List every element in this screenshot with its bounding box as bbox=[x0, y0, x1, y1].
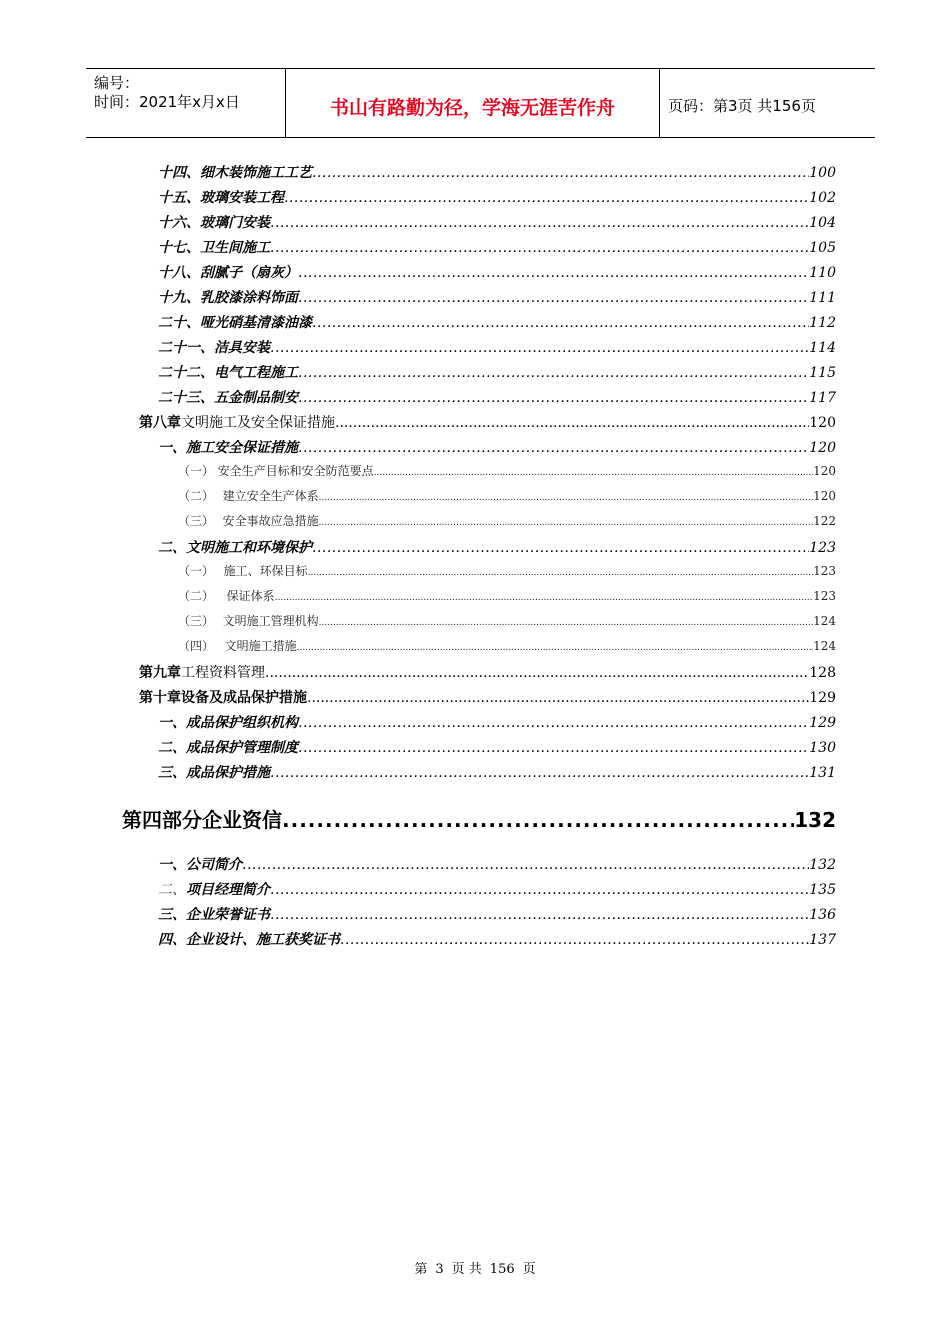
toc-entry[interactable] bbox=[158, 712, 836, 732]
toc-subentry-number: （一） bbox=[178, 464, 215, 478]
toc-subentry-number: （二） bbox=[178, 589, 215, 603]
toc-entry-title: 乳胶漆涂料饰面 bbox=[200, 290, 298, 306]
toc-entry[interactable] bbox=[158, 904, 836, 924]
toc-part-number: 第四部分 bbox=[122, 808, 202, 832]
header-page-info: 页码：第3页 共156页 bbox=[668, 97, 816, 115]
toc-entry-title: 文明施工和环境保护 bbox=[186, 540, 312, 556]
toc-leader-dots bbox=[312, 315, 809, 331]
toc-entry[interactable] bbox=[158, 362, 836, 382]
toc-subentry-title: 安全生产目标和安全防范要点 bbox=[217, 464, 374, 478]
toc-entry-page: 105 bbox=[809, 240, 836, 256]
toc-subentry[interactable] bbox=[178, 587, 836, 607]
toc-entry[interactable] bbox=[158, 537, 836, 557]
toc-leader-dots bbox=[340, 932, 809, 948]
toc-subentry-title: 文明施工措施 bbox=[224, 639, 297, 653]
toc-subentry-number: （四） bbox=[178, 639, 215, 653]
toc-entry[interactable] bbox=[158, 287, 836, 307]
toc-entry[interactable] bbox=[158, 337, 836, 357]
toc-entry-title: 电气工程施工 bbox=[214, 365, 298, 381]
toc-entry-title: 玻璃门安装 bbox=[200, 215, 270, 231]
toc-entry-page: 115 bbox=[809, 365, 836, 381]
toc-chapter[interactable] bbox=[139, 662, 836, 682]
toc-subentry-number: （三） bbox=[178, 614, 215, 628]
toc-entry[interactable] bbox=[158, 854, 836, 874]
toc-subentry[interactable] bbox=[178, 612, 836, 632]
toc-entry-page: 129 bbox=[809, 715, 836, 731]
toc-leader-dots bbox=[282, 808, 794, 832]
toc-leader-dots bbox=[312, 540, 809, 556]
toc-chapter-title: 工程资料管理 bbox=[181, 665, 265, 681]
toc-entry-number: 二、 bbox=[158, 540, 186, 556]
toc-leader-dots bbox=[270, 907, 809, 923]
toc-part-page: 132 bbox=[794, 808, 836, 832]
toc-subentry[interactable] bbox=[178, 562, 836, 582]
toc-part[interactable] bbox=[122, 804, 836, 830]
toc-entry-number: 十四、 bbox=[158, 165, 200, 181]
toc-entry-title: 成品保护组织机构 bbox=[186, 715, 298, 731]
toc-entry[interactable] bbox=[158, 162, 836, 182]
toc-entry-number: 二十三、 bbox=[158, 390, 214, 406]
toc-entry-page: 110 bbox=[809, 265, 836, 281]
toc-entry-page: 130 bbox=[809, 740, 836, 756]
toc-entry-number: 十七、 bbox=[158, 240, 200, 256]
document-number-label: 编号： bbox=[94, 74, 140, 92]
toc-leader-dots bbox=[319, 614, 813, 628]
toc-subentry-number: （三） bbox=[178, 514, 215, 528]
toc-leader-dots bbox=[270, 765, 809, 781]
toc-entry-number: 十九、 bbox=[158, 290, 200, 306]
toc-chapter-page: 120 bbox=[809, 415, 836, 431]
toc-entry-number: 三、 bbox=[158, 765, 186, 781]
toc-subentry-page: 123 bbox=[813, 564, 836, 578]
toc-entry-page: 120 bbox=[809, 440, 836, 456]
toc-entry-number: 二十、 bbox=[158, 315, 200, 331]
toc-subentry-title: 文明施工管理机构 bbox=[222, 614, 319, 628]
toc-subentry-title: 施工、环保目标 bbox=[223, 564, 308, 578]
toc-subentry-page: 120 bbox=[813, 489, 836, 503]
toc-entry[interactable] bbox=[158, 237, 836, 257]
toc-subentry-page: 122 bbox=[813, 514, 836, 528]
toc-subentry[interactable] bbox=[178, 487, 836, 507]
toc-entry-page: 102 bbox=[809, 190, 836, 206]
toc-chapter-title: 设备及成品保护措施 bbox=[181, 690, 307, 706]
toc-subentry[interactable] bbox=[178, 637, 836, 657]
toc-chapter-page: 128 bbox=[809, 665, 836, 681]
toc-chapter-number: 第十章 bbox=[139, 690, 181, 706]
toc-entry[interactable] bbox=[158, 762, 836, 782]
toc-entry-title: 玻璃安装工程 bbox=[200, 190, 284, 206]
toc-entry-number: 十五、 bbox=[158, 190, 200, 206]
toc-entry-title: 企业设计、施工获奖证书 bbox=[186, 932, 340, 948]
toc-entry-page: 114 bbox=[809, 340, 836, 356]
toc-leader-dots bbox=[297, 639, 813, 653]
toc-entry[interactable] bbox=[158, 187, 836, 207]
toc-entry-title: 五金制品制安 bbox=[214, 390, 298, 406]
toc-entry-title: 施工安全保证措施 bbox=[186, 440, 298, 456]
toc-entry[interactable] bbox=[158, 737, 836, 757]
toc-entry-title: 成品保护措施 bbox=[186, 765, 270, 781]
toc-leader-dots bbox=[298, 365, 809, 381]
footer-page-prefix: 第 bbox=[414, 1262, 428, 1277]
toc-entry-page: 137 bbox=[809, 932, 836, 948]
toc-leader-dots bbox=[298, 440, 809, 456]
toc-leader-dots bbox=[319, 514, 813, 528]
toc-leader-dots bbox=[298, 290, 809, 306]
toc-entry-page: 131 bbox=[809, 765, 836, 781]
toc-subentry-page: 120 bbox=[813, 464, 836, 478]
toc-entry-number: 二十二、 bbox=[158, 365, 214, 381]
toc-entry[interactable] bbox=[158, 212, 836, 232]
toc-leader-dots bbox=[265, 665, 809, 681]
toc-subentry[interactable] bbox=[178, 462, 836, 482]
toc-subentry[interactable] bbox=[178, 512, 836, 532]
toc-entry-number: 一、 bbox=[158, 715, 186, 731]
document-time-label: 时间：2021年x月x日 bbox=[94, 93, 240, 111]
toc-part-title: 企业资信 bbox=[202, 808, 282, 832]
toc-leader-dots bbox=[270, 882, 809, 898]
toc-leader-dots bbox=[307, 690, 809, 706]
toc-entry-title: 企业荣誉证书 bbox=[186, 907, 270, 923]
toc-leader-dots bbox=[312, 165, 809, 181]
toc-subentry-title: 安全事故应急措施 bbox=[222, 514, 319, 528]
toc-entry-number: 一、 bbox=[158, 857, 186, 873]
toc-entry-number: 二、 bbox=[158, 740, 186, 756]
toc-entry-number: 十六、 bbox=[158, 215, 200, 231]
toc-entry-title: 卫生间施工 bbox=[200, 240, 270, 256]
toc-entry[interactable] bbox=[158, 262, 836, 282]
toc-leader-dots bbox=[374, 464, 813, 478]
toc-entry-page: 132 bbox=[809, 857, 836, 873]
toc-entry-title: 成品保护管理制度 bbox=[186, 740, 298, 756]
header-motto: 书山有路勤为径，学海无涯苦作舟 bbox=[329, 97, 615, 119]
toc-entry-page: 100 bbox=[809, 165, 836, 181]
toc-chapter-title: 文明施工及安全保证措施 bbox=[181, 415, 335, 431]
toc-entry[interactable] bbox=[158, 879, 836, 899]
toc-entry-number: 一、 bbox=[158, 440, 186, 456]
toc-subentry-title: 保证体系 bbox=[226, 589, 275, 603]
toc-entry-title: 哑光硝基清漆油漆 bbox=[200, 315, 312, 331]
toc-entry-number: 二、 bbox=[158, 882, 186, 898]
footer-page-current: 3 bbox=[435, 1262, 444, 1277]
toc-leader-dots bbox=[298, 390, 809, 406]
toc-entry-page: 135 bbox=[809, 882, 836, 898]
toc-leader-dots bbox=[335, 415, 809, 431]
toc-entry-title: 刮腻子（扇灰） bbox=[200, 265, 298, 281]
toc-subentry-number: （二） bbox=[178, 489, 215, 503]
toc-leader-dots bbox=[275, 589, 813, 603]
toc-subentry-title: 建立安全生产体系 bbox=[222, 489, 319, 503]
toc-leader-dots bbox=[298, 740, 809, 756]
toc-subentry-page: 123 bbox=[813, 589, 836, 603]
toc-entry[interactable] bbox=[158, 387, 836, 407]
toc-subentry-page: 124 bbox=[813, 639, 836, 653]
toc-entry-title: 洁具安装 bbox=[214, 340, 270, 356]
footer-page-mid: 页 共 bbox=[451, 1262, 482, 1277]
toc-entry-page: 111 bbox=[809, 290, 836, 306]
page-footer bbox=[0, 1258, 950, 1277]
toc-leader-dots bbox=[270, 240, 809, 256]
toc-entry-page: 112 bbox=[809, 315, 836, 331]
toc-leader-dots bbox=[242, 857, 809, 873]
toc-entry-page: 136 bbox=[809, 907, 836, 923]
toc-entry-page: 123 bbox=[809, 540, 836, 556]
toc-chapter-page: 129 bbox=[809, 690, 836, 706]
toc-entry[interactable] bbox=[158, 312, 836, 332]
toc-entry-number: 三、 bbox=[158, 907, 186, 923]
toc-leader-dots bbox=[298, 265, 809, 281]
toc-entry[interactable] bbox=[158, 437, 836, 457]
toc-entry-title: 项目经理简介 bbox=[186, 882, 270, 898]
toc-entry-number: 二十一、 bbox=[158, 340, 214, 356]
toc-leader-dots bbox=[298, 715, 809, 731]
toc-chapter-number: 第九章 bbox=[139, 665, 181, 681]
toc-subentry-number: （一） bbox=[178, 564, 215, 578]
toc-entry-number: 十八、 bbox=[158, 265, 200, 281]
toc-entry-page: 104 bbox=[809, 215, 836, 231]
toc-leader-dots bbox=[284, 190, 809, 206]
toc-leader-dots bbox=[319, 489, 813, 503]
toc-entry-title: 公司简介 bbox=[186, 857, 242, 873]
footer-page-total: 156 bbox=[489, 1262, 515, 1277]
toc-subentry-page: 124 bbox=[813, 614, 836, 628]
toc-leader-dots bbox=[270, 215, 809, 231]
toc-entry[interactable] bbox=[158, 929, 836, 949]
toc-chapter-number: 第八章 bbox=[139, 415, 181, 431]
toc-entry-page: 117 bbox=[809, 390, 836, 406]
toc-entry-number: 四、 bbox=[158, 932, 186, 948]
toc-chapter[interactable] bbox=[139, 412, 836, 432]
toc-leader-dots bbox=[270, 340, 809, 356]
footer-page-suffix: 页 bbox=[522, 1262, 536, 1277]
toc-chapter[interactable] bbox=[139, 687, 836, 707]
toc-entry-title: 细木装饰施工工艺 bbox=[200, 165, 312, 181]
toc-leader-dots bbox=[308, 564, 813, 578]
